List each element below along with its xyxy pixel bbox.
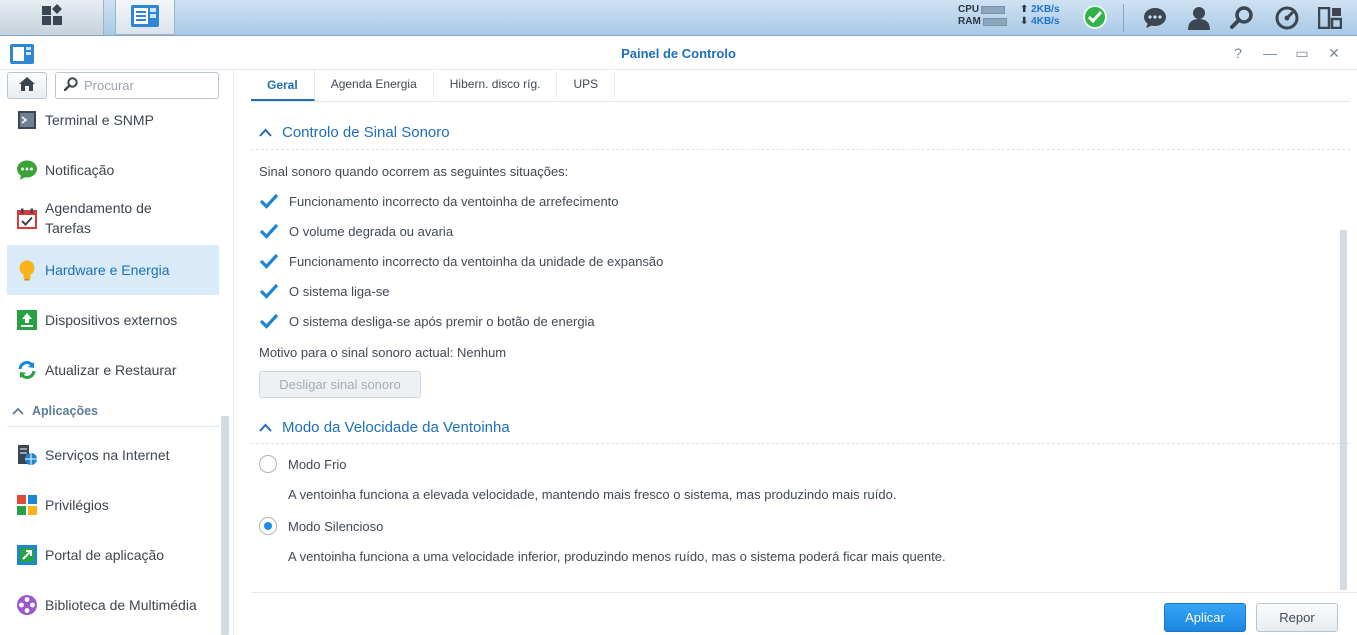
sidebar-item-task-scheduler[interactable] <box>7 198 219 242</box>
content-scrollbar[interactable] <box>1340 230 1347 590</box>
chevron-up-icon <box>259 124 272 141</box>
fan-mode-quiet-description: A ventoinha funciona a uma velocidade inferior, produzindo menos ruído, mas o sistema poderá ficar mais quente. <box>288 549 946 564</box>
search-input[interactable] <box>84 78 214 93</box>
widgets-dashboard-icon[interactable] <box>1274 5 1300 31</box>
cpu-usage-bar <box>981 6 1005 14</box>
radio-label: Modo Silencioso <box>288 518 384 534</box>
upload-arrow-icon: ⬆ <box>1020 4 1029 15</box>
media-library-icon <box>16 594 38 616</box>
sidebar-item-terminal-snmp[interactable] <box>7 108 219 132</box>
sidebar-item-external-devices[interactable] <box>7 308 219 332</box>
user-icon[interactable] <box>1186 5 1212 31</box>
search-icon[interactable] <box>1229 5 1255 31</box>
download-arrow-icon: ⬇ <box>1020 16 1029 27</box>
radio-button[interactable] <box>259 455 277 473</box>
search-icon <box>64 77 78 94</box>
radio-button-selected[interactable] <box>259 517 277 535</box>
application-portal-icon <box>16 544 38 566</box>
window-titlebar <box>0 37 1357 70</box>
sidebar-section-divider <box>7 426 219 427</box>
fan-speed-title: Modo da Velocidade da Ventoinha <box>282 419 510 436</box>
internet-services-icon <box>16 444 38 466</box>
main-menu-icon <box>40 4 64 31</box>
update-restore-icon <box>16 359 38 381</box>
beep-control-section-header[interactable] <box>259 124 450 141</box>
close-button[interactable]: ✕ <box>1328 45 1340 61</box>
resource-monitor-widget[interactable] <box>958 4 1007 28</box>
sidebar-item-label: Agendamento de Tarefas <box>45 200 152 236</box>
checkbox-checked-icon[interactable] <box>259 251 279 271</box>
reset-button[interactable]: Repor <box>1256 603 1338 632</box>
sidebar-item-privileges[interactable] <box>7 493 219 517</box>
fan-speed-section-header[interactable] <box>259 419 510 436</box>
checkbox-checked-icon[interactable] <box>259 221 279 241</box>
beep-intro-text: Sinal sonoro quando ocorrem as seguintes situações: <box>259 164 569 179</box>
checkbox-checked-icon[interactable] <box>259 311 279 331</box>
ram-label: RAM <box>958 16 981 27</box>
ram-usage-bar <box>983 18 1007 26</box>
sidebar-item-internet-services[interactable] <box>7 443 219 467</box>
checkbox-label: Funcionamento incorrecto da ventoinha da unidade de expansão <box>289 253 664 269</box>
terminal-icon <box>16 109 38 131</box>
radio-label: Modo Frio <box>288 456 347 472</box>
beep-control-title: Controlo de Sinal Sonoro <box>282 124 450 141</box>
sidebar <box>0 70 234 635</box>
dialog-footer <box>251 592 1357 635</box>
sidebar-item-label: Portal de aplicação <box>45 547 165 563</box>
chevron-up-icon <box>12 404 24 418</box>
taskbar-control-panel-button[interactable] <box>115 0 175 35</box>
sidebar-item-label: Hardware e Energia <box>45 262 170 278</box>
beep-off-button[interactable]: Desligar sinal sonoro <box>259 371 421 398</box>
tab-hdd-hibernation[interactable]: Hibern. disco ríg. <box>434 71 558 97</box>
help-button[interactable]: ? <box>1234 45 1242 61</box>
sidebar-item-label: Terminal e SNMP <box>45 112 154 128</box>
section-label: Aplicações <box>32 404 99 418</box>
beep-option-expansion-fan[interactable] <box>259 251 663 271</box>
network-speed-widget[interactable] <box>1020 4 1060 28</box>
sidebar-item-hardware-power[interactable] <box>7 245 219 295</box>
home-button[interactable] <box>7 72 47 99</box>
sidebar-search-field[interactable] <box>55 72 219 99</box>
beep-option-system-on[interactable] <box>259 281 389 301</box>
minimize-button[interactable]: — <box>1263 45 1277 61</box>
sidebar-item-application-portal[interactable] <box>7 543 219 567</box>
beep-option-system-off[interactable] <box>259 311 595 331</box>
taskbar <box>0 0 1357 36</box>
tab-bar <box>251 70 1350 102</box>
fan-mode-cool[interactable] <box>259 455 347 473</box>
taskbar-divider <box>1123 4 1124 32</box>
cpu-label: CPU <box>958 4 980 15</box>
hardware-power-icon <box>16 259 38 281</box>
tab-power-schedule[interactable]: Agenda Energia <box>315 71 434 97</box>
beep-option-volume-degraded[interactable] <box>259 221 453 241</box>
sidebar-item-label: Atualizar e Restaurar <box>45 362 177 378</box>
sidebar-item-update-restore[interactable] <box>7 358 219 382</box>
main-content <box>251 103 1350 591</box>
sidebar-item-label: Privilégios <box>45 497 109 513</box>
messages-icon[interactable] <box>1142 5 1168 31</box>
fan-mode-quiet[interactable] <box>259 517 383 535</box>
sidebar-item-label: Biblioteca de Multimédia <box>45 597 197 613</box>
tab-general[interactable]: Geral <box>251 70 315 101</box>
tab-ups[interactable]: UPS <box>557 71 615 97</box>
restore-button[interactable]: ▭ <box>1295 45 1309 61</box>
task-scheduler-icon <box>16 208 38 230</box>
system-status-ok-icon[interactable] <box>1083 5 1107 29</box>
section-divider <box>251 149 1350 150</box>
privileges-icon <box>16 494 38 516</box>
home-icon <box>18 76 36 95</box>
sidebar-scrollbar[interactable] <box>221 416 229 635</box>
apply-button[interactable]: Aplicar <box>1164 603 1246 632</box>
sidebar-item-media-library[interactable] <box>7 593 219 617</box>
window-title: Painel de Controlo <box>621 46 736 61</box>
notification-icon <box>16 159 38 181</box>
chevron-up-icon <box>259 419 272 436</box>
checkbox-checked-icon[interactable] <box>259 191 279 211</box>
checkbox-label: Funcionamento incorrecto da ventoinha de arrefecimento <box>289 193 619 209</box>
beep-reason-text: Motivo para o sinal sonoro actual: Nenhum <box>259 345 507 360</box>
beep-option-cooling-fan[interactable] <box>259 191 619 211</box>
sidebar-item-label: Dispositivos externos <box>45 312 178 328</box>
external-devices-icon <box>16 309 38 331</box>
main-menu-button[interactable] <box>0 0 104 35</box>
checkbox-label: O sistema liga-se <box>289 283 390 299</box>
sidebar-item-notification[interactable] <box>7 158 219 182</box>
desktop-layout-icon[interactable] <box>1317 5 1343 31</box>
sidebar-item-label: Notificação <box>45 162 115 178</box>
control-panel-icon <box>130 3 160 32</box>
sidebar-section-applications[interactable] <box>12 404 98 418</box>
checkbox-label: O sistema desliga-se após premir o botão de energia <box>289 313 595 329</box>
section-divider <box>251 443 1350 444</box>
download-speed: 4KB/s <box>1031 16 1060 27</box>
checkbox-checked-icon[interactable] <box>259 281 279 301</box>
upload-speed: 2KB/s <box>1031 4 1060 15</box>
checkbox-label: O volume degrada ou avaria <box>289 223 454 239</box>
fan-mode-cool-description: A ventoinha funciona a elevada velocidade, mantendo mais fresco o sistema, mas produzindo mais ruído. <box>288 487 897 502</box>
sidebar-item-label: Serviços na Internet <box>45 447 170 463</box>
